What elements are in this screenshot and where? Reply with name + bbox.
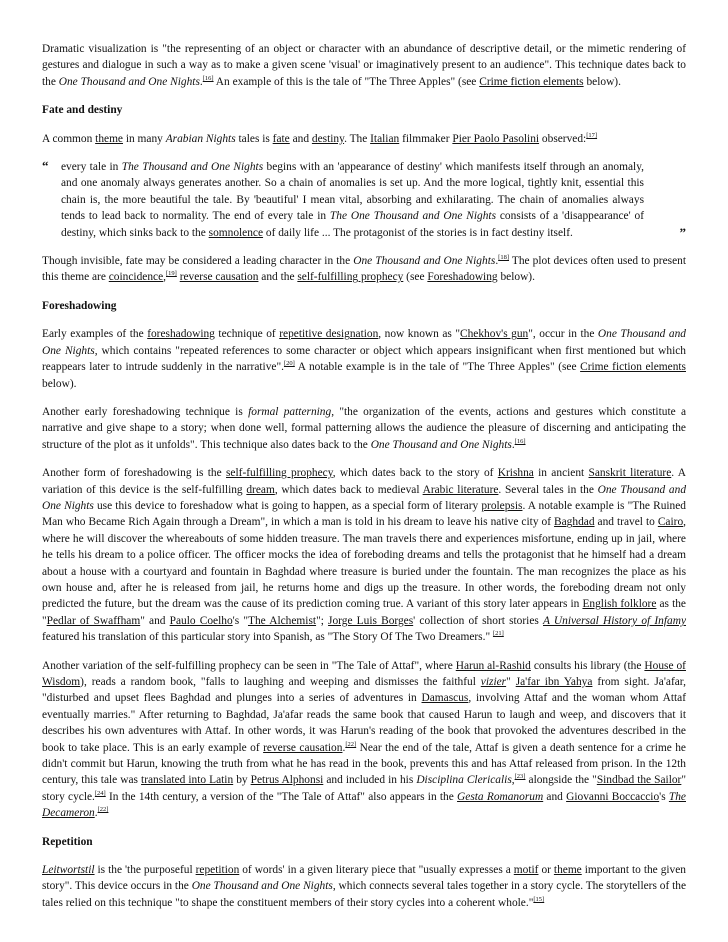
link-sindbad-the-sailor[interactable]: Sindbad the Sailor xyxy=(596,774,682,787)
blockquote-text: every tale in The Thousand and One Nights begins with an 'appearance of destiny' which manifests itself through an anomaly, and one anomaly always generates another. So a chain of anomalies is set up. And the more logical, tightly knit, essential this chain is, the more beautiful the tale. By 'beautiful' I mean vital, absorbing and exhilarating. The chain of anomalies always tends to lead back to normality. The end of every tale in The One Thousand and One Nights consists of a 'disappearance' of destiny, which sinks back to the somnolence of daily life ... The protagonist of the stories is in fact destiny itself. xyxy=(61,161,645,239)
citation-link[interactable]: [23] xyxy=(514,773,526,781)
link-giovanni-boccaccio[interactable]: Giovanni Boccaccio xyxy=(566,790,660,803)
citation-link[interactable]: [20] xyxy=(283,360,295,368)
link-universal-history-of-infamy[interactable]: A Universal History of Infamy xyxy=(543,614,687,627)
link-arabic-literature[interactable]: Arabic literature xyxy=(422,483,499,496)
citation-link[interactable]: [19] xyxy=(166,270,177,278)
link-crime-fiction-elements-2[interactable]: Crime fiction elements xyxy=(580,361,686,374)
paragraph-leitwortstil: Leitwortstil is the 'the purposeful repetition of words' in a given literary piece that "usually expresses a motif or theme important to the given story". This device occurs in the One Thousand and One Nights, which connects several tales together in a story cycle. The storytellers of the tales relied on this technique "to shape the constituent members of their story cycles into a coherent whole."[15] xyxy=(42,864,687,909)
link-dream[interactable]: dream xyxy=(246,483,275,496)
section-heading-foreshadowing: Foreshadowing xyxy=(42,299,117,312)
citation-link[interactable]: [22] xyxy=(97,806,109,814)
open-quote-mark: “ xyxy=(42,158,49,174)
blockquote-pasolini xyxy=(42,159,686,241)
link-leitwortstil[interactable]: Leitwortstil xyxy=(42,864,95,877)
citation-link[interactable]: [17] xyxy=(586,131,598,139)
citation-link[interactable]: [16] xyxy=(202,74,214,82)
link-jorge-luis-borges[interactable]: Jorge Luis Borges xyxy=(328,614,414,627)
link-english-folklore[interactable]: English folklore xyxy=(582,598,657,611)
citation-link[interactable]: [15] xyxy=(533,895,545,903)
paragraph-fate-invisible: Though invisible, fate may be considered a leading character in the One Thousand and One Nights.[18] The plot devices often used to present this theme are coincidence,[19] reverse causation and the self-fulfilling prophecy (see Foreshadowing below). xyxy=(42,254,686,284)
citation-link[interactable]: [21] xyxy=(492,630,504,638)
section-heading-fate-and-destiny: Fate and destiny xyxy=(42,104,123,117)
link-krishna[interactable]: Krishna xyxy=(497,467,534,480)
citation-link[interactable]: [24] xyxy=(94,789,106,797)
link-gesta-romanorum[interactable]: Gesta Romanorum xyxy=(457,790,544,803)
link-harun-al-rashid[interactable]: Harun al-Rashid xyxy=(455,659,531,672)
link-motif[interactable]: motif xyxy=(513,864,539,877)
link-translated-into-latin[interactable]: translated into Latin xyxy=(141,774,234,787)
link-repetition[interactable]: repetition xyxy=(195,864,240,877)
paragraph-formal-patterning: Another early foreshadowing technique is formal patterning, "the organization of the events, actions and gestures which constitute a narrative and give shape to a story; when done well, formal patterning allows the audience the pleasure of discerning and anticipating the structure of the plot as it unfolds". This technique also dates back to the One Thousand and One Nights.[16] xyxy=(42,405,687,451)
paragraph-self-fulfilling-prophecy: Another form of foreshadowing is the self-fulfilling prophecy, which dates back to the story of Krishna in ancient Sanskrit literature. A variation of this device is the self-fulfilling dream, which dates back to medieval Arabic literature. Several tales in the One Thousand and One Nights use this device to foreshadow what is going to happen, as a special form of literary prolepsis. A notable example is "The Ruined Man who Became Rich Again through a Dream", in which a man is told in his dream to leave his native city of Baghdad and travel to Cairo, where he will discover the whereabouts of some hidden treasure. The man travels there and experiences misfortune, ending up in jail, where he tells his dream to a police officer. The officer mocks the idea of foreboding dreams and tells the protagonist that he himself had a dream about a house with a courtyard and fountain in Baghdad where treasure is buried under the fountain. The man recognizes the place as his own house and, after he is released from jail, he returns home and digs up the treasure. In other words, the foreboding dream not only predicted the future, but the dream was the cause of its prediction coming true. A variant of this story later appears in English folklore as the "Pedlar of Swaffham" and Paulo Coelho's "The Alchemist"; Jorge Luis Borges' collection of short stories A Universal History of Infamy featured his translation of this particular story into Spanish, as "The Story Of The Two Dreamers." [21] xyxy=(42,467,687,644)
link-paulo-coelho[interactable]: Paulo Coelho xyxy=(169,614,233,627)
link-the-decameron[interactable]: The Decameron xyxy=(42,790,686,820)
link-baghdad[interactable]: Baghdad xyxy=(554,516,595,529)
link-theme-2[interactable]: theme xyxy=(553,864,582,877)
paragraph-dramatic-visualization: Dramatic visualization is "the representing of an object or character with an abundance of descriptive detail, or the mimetic rendering of gestures and dialogue in such a way as to make a given scene 'visual' or imaginatively present to an audience". This technique dates back to the One Thousand and One Nights.[16] An example of this is the tale of "The Three Apples" (see Crime fiction elements below). xyxy=(42,43,686,88)
paragraph-tale-of-attaf: Another variation of the self-fulfilling prophecy can be seen in "The Tale of Attaf", where Harun al-Rashid consults his library (the House of Wisdom), reads a random book, "falls to laughing and weeping and dismisses the faithful vizier" Ja'far ibn Yahya from sight. Ja'afar, "disturbed and upset flees Baghdad and plunges into a series of adventures in Damascus, involving Attaf and the woman whom Attaf eventually marries." After returning to Baghdad, Ja'afar reads the same book that caused Harun to laugh and weep, and discovers that it describes his own adventures with Attaf. In other words, it was Harun's reading of the book that provoked the adventures described in the book to take place. This is an early example of reverse causation.[22] Near the end of the tale, Attaf is given a death sentence for a crime he didn't commit but Harun, knowing the truth from what he has read in the book, prevents this and has Attaf released from prison. In the 12th century, this tale was translated into Latin by Petrus Alphonsi and included in his Disciplina Clericalis,[23] alongside the "Sindbad the Sailor" story cycle.[24] In the 14th century, a version of the "The Tale of Attaf" also appears in the Gesta Romanorum and Giovanni Boccaccio's The Decameron.[22] xyxy=(42,659,687,820)
paragraph-early-examples: Early examples of the foreshadowing technique of repetitive designation, now known as "Chekhov's gun", occur in the One Thousand and One Nights, which contains "repeated references to some character or object which appears insignificant when first mentioned but which reappears later to intrude suddenly in the narrative".[20] A notable example is in the tale of "The Three Apples" (see Crime fiction elements below). xyxy=(42,328,687,390)
close-quote-mark: ” xyxy=(679,224,686,240)
citation-link[interactable]: [22] xyxy=(345,740,357,748)
link-jafar-ibn-yahya[interactable]: Ja'far ibn Yahya xyxy=(515,676,593,688)
link-repetitive-designation[interactable]: repetitive designation xyxy=(279,328,379,341)
link-pier-paolo-pasolini[interactable]: Pier Paolo Pasolini xyxy=(452,132,540,145)
link-house-of-wisdom[interactable]: House of Wisdom xyxy=(42,659,686,688)
link-cairo[interactable]: Cairo xyxy=(657,516,684,529)
link-pedlar-of-swaffham[interactable]: Pedlar of Swaffham xyxy=(46,614,141,627)
link-fate[interactable]: fate xyxy=(272,132,290,145)
link-the-alchemist[interactable]: The Alchemist xyxy=(247,614,317,627)
citation-link[interactable]: [16] xyxy=(514,437,526,445)
link-italian[interactable]: Italian xyxy=(370,132,400,145)
link-reverse-causation[interactable]: reverse causation xyxy=(179,271,259,284)
link-damascus[interactable]: Damascus xyxy=(421,692,469,705)
link-self-fulfilling-prophecy[interactable]: self-fulfilling prophecy xyxy=(297,271,404,284)
link-destiny[interactable]: destiny xyxy=(311,132,345,145)
link-crime-fiction-elements[interactable]: Crime fiction elements xyxy=(479,75,584,88)
link-foreshadowing-section[interactable]: Foreshadowing xyxy=(427,271,498,284)
section-heading-repetition: Repetition xyxy=(42,835,93,848)
citation-link[interactable]: [18] xyxy=(498,254,510,262)
link-reverse-causation-2[interactable]: reverse causation xyxy=(263,741,343,754)
link-foreshadowing[interactable]: foreshadowing xyxy=(147,328,215,341)
paragraph-common-theme: A common theme in many Arabian Nights tales is fate and destiny. The Italian filmmaker Pier Paolo Pasolini observed:[17] xyxy=(42,131,598,145)
link-petrus-alphonsi[interactable]: Petrus Alphonsi xyxy=(250,774,324,787)
link-sanskrit-literature[interactable]: Sanskrit literature xyxy=(588,467,672,480)
link-chekhovs-gun[interactable]: Chekhov's gun xyxy=(460,328,529,341)
link-coincidence[interactable]: coincidence xyxy=(108,271,164,284)
link-vizier[interactable]: vizier xyxy=(480,676,507,688)
link-self-fulfilling-prophecy-2[interactable]: self-fulfilling prophecy xyxy=(226,467,333,480)
link-prolepsis[interactable]: prolepsis xyxy=(481,499,523,512)
link-theme[interactable]: theme xyxy=(95,132,123,145)
link-somnolence[interactable]: somnolence xyxy=(208,226,264,239)
